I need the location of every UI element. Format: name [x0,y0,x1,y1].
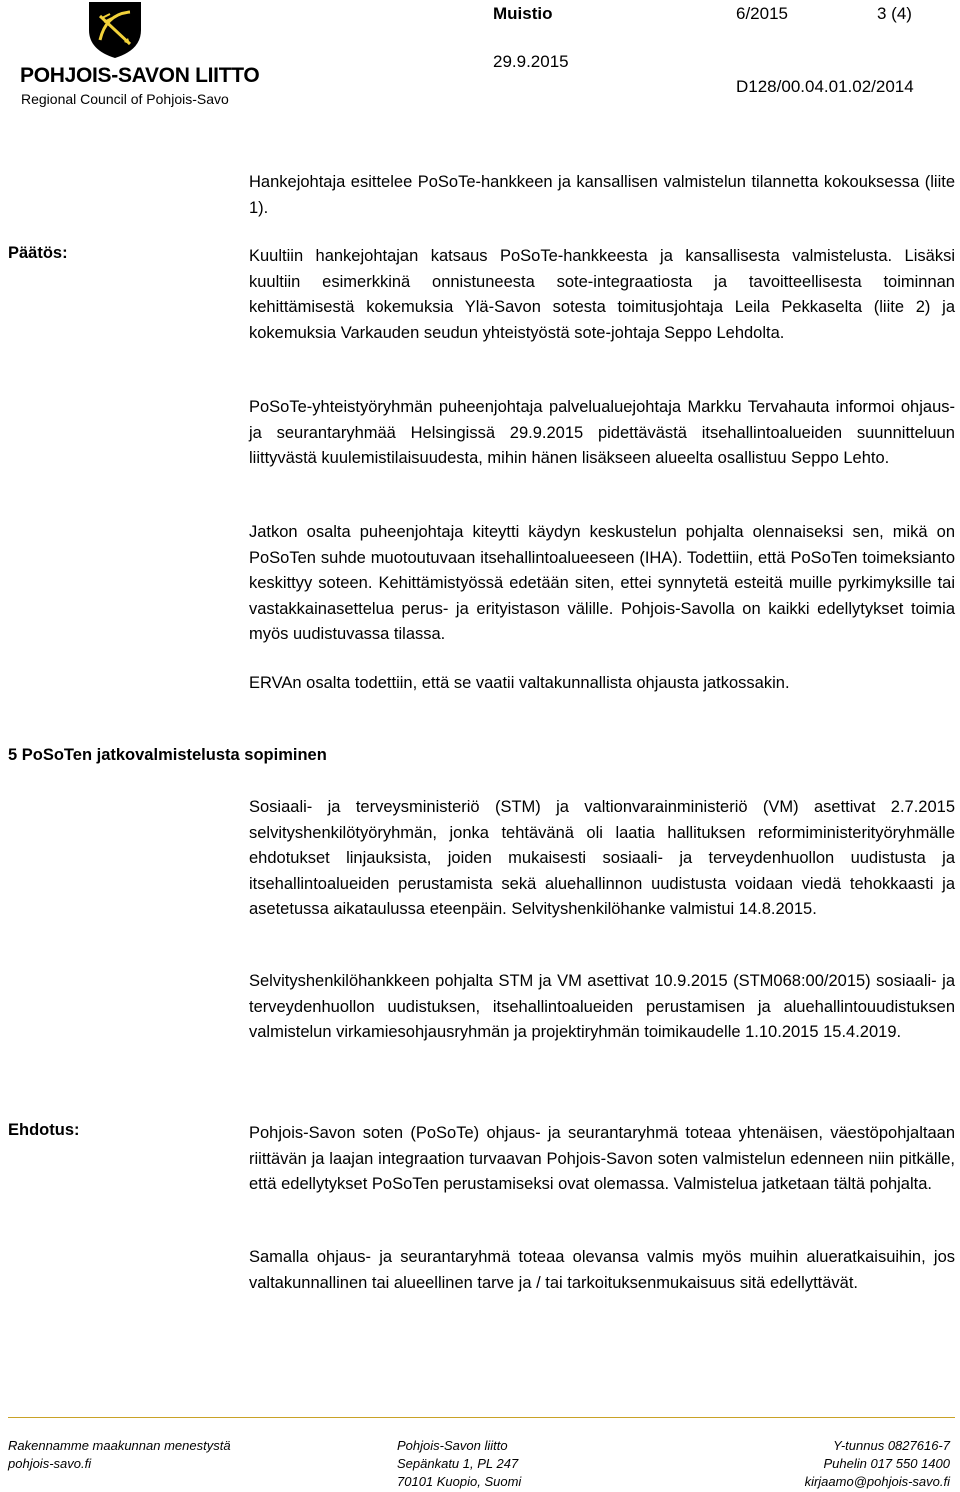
footer-postal: 70101 Kuopio, Suomi [397,1474,522,1489]
document-date: 29.9.2015 [493,52,569,71]
logo-name: POHJOIS-SAVON LIITTO [20,64,260,87]
proposal-paragraph-1: Pohjois-Savon soten (PoSoTe) ohjaus- ja seurantaryhmä toteaa yhtenäisen, väestöpohjaltaan riittävän ja laajan integraation turvaavan Pohjois-Savon soten valmistelun edenneen niin pitkälle, että edellytykset PoSoTen perustamiseksi ovat olemassa. Valmistelua jatketaan tältä pohjalta. [249,1124,955,1193]
decision-paragraph-2: PoSoTe-yhteistyöryhmän puheenjohtaja palvelualuejohtaja Markku Tervahauta informoi ohjaus- ja seurantaryhmää Helsingissä 29.9.2015 pidettävästä itsehallintoalueiden suunnitteluun liittyvästä kuulemistilaisuudesta, mihin hänen lisäkseen alueelta osallistuu Seppo Lehto. [249,398,955,467]
document-type: Muistio [493,4,553,23]
proposal-paragraph-2: Samalla ohjaus- ja seurantaryhmä toteaa olevansa valmis myös muihin alueratkaisuihin, jos valtakunnallinen tai alueellinen tarve ja / tai tarkoituksenmukaisuus sitä edellyttävät. [249,1248,955,1292]
footer-org-name: Pohjois-Savon liitto [397,1438,508,1453]
issue-number: 6/2015 [736,4,788,23]
footer-column-1 [8,1437,231,1473]
footer-column-3 [790,1437,950,1491]
decision-label: Päätös: [8,244,68,262]
proposal-label: Ehdotus: [8,1121,80,1139]
footer-street: Sepänkatu 1, PL 247 [397,1456,519,1471]
footer-website-link[interactable]: pohjois-savo.fi [8,1456,92,1471]
footer-business-id: Y-tunnus 0827616-7 [833,1438,950,1453]
logo-subtitle: Regional Council of Pohjois-Savo [21,91,229,107]
section-paragraph-2: Selvityshenkilöhankkeen pohjalta STM ja VM asettivat 10.9.2015 (STM068:00/2015) sosiaali- ja terveydenhuollon uudistuksen, itsehallintoalueiden perustamisen ja aluehallintouudistuksen valmistelun virkamiesohjausryhmän ja projektiryhmän toimikaudelle 1.10.2015 15.4.2019. [249,972,955,1041]
coat-of-arms-icon [86,0,144,60]
decision-paragraph-3: Jatkon osalta puheenjohtaja kiteytti käydyn keskustelun pohjalta olennaiseksi sen, mikä on PoSoTen suhde muotoutuvaan itsehallintoalueeseen (IHA). Todettiin, että PoSoTen toimeksianto keskittyy soteen. Kehittämistyössä edetään siten, ettei synnytetä esteitä muille pyrkimyksille tai vastakkainasettelua perus- ja erityistason välille. Pohjois-Savolla on kaikki edellytykset toimia myös uudistuvassa tilassa. [249,523,955,643]
footer-divider [8,1417,955,1418]
section-heading: 5 PoSoTen jatkovalmistelusta sopiminen [8,746,327,764]
decision-paragraph-4: ERVAn osalta todettiin, että se vaatii valtakunnallista ohjausta jatkossakin. [249,674,790,692]
footer-column-2 [397,1437,521,1491]
footer-email-link[interactable]: kirjaamo@pohjois-savo.fi [804,1474,950,1489]
page-number: 3 (4) [877,4,912,23]
organization-logo [10,0,260,110]
decision-paragraph-1: Kuultiin hankejohtajan katsaus PoSoTe-hankkeesta ja kansallisesta valmistelusta. Lisäksi kuultiin esimerkkinä onnistuneesta sote-integraatiosta ja tavoitteellisesta toiminnan kehittämisestä kokemuksia Ylä-Savon sotesta toimitusjohtaja Leila Pekkaselta (liite 2) ja kokemuksia Varkauden seudun yhteistyöstä sote-johtaja Seppo Lehdolta. [249,247,955,342]
footer-slogan: Rakennamme maakunnan menestystä [8,1438,231,1453]
intro-paragraph: Hankejohtaja esittelee PoSoTe-hankkeen ja kansallisen valmistelun tilannetta kokouksessa (liite 1). [249,173,955,217]
document-reference: D128/00.04.01.02/2014 [736,77,914,96]
section-paragraph-1: Sosiaali- ja terveysministeriö (STM) ja valtionvarainministeriö (VM) asettivat 2.7.2015 selvityshenkilötyöryhmän, jonka tehtävänä oli laatia hallituksen reformiministerityöryhmälle ehdotukset linjauksista, joiden mukaisesti sosiaali- ja terveydenhuollon uudistusta ja itsehallintoalueiden perustamista sekä aluehallinnon uudistusta voidaan viedä tehokkaasti ja asetetussa aikataulussa eteenpäin. Selvityshenkilöhanke valmistui 14.8.2015. [249,798,955,918]
footer-phone: Puhelin 017 550 1400 [823,1456,950,1471]
